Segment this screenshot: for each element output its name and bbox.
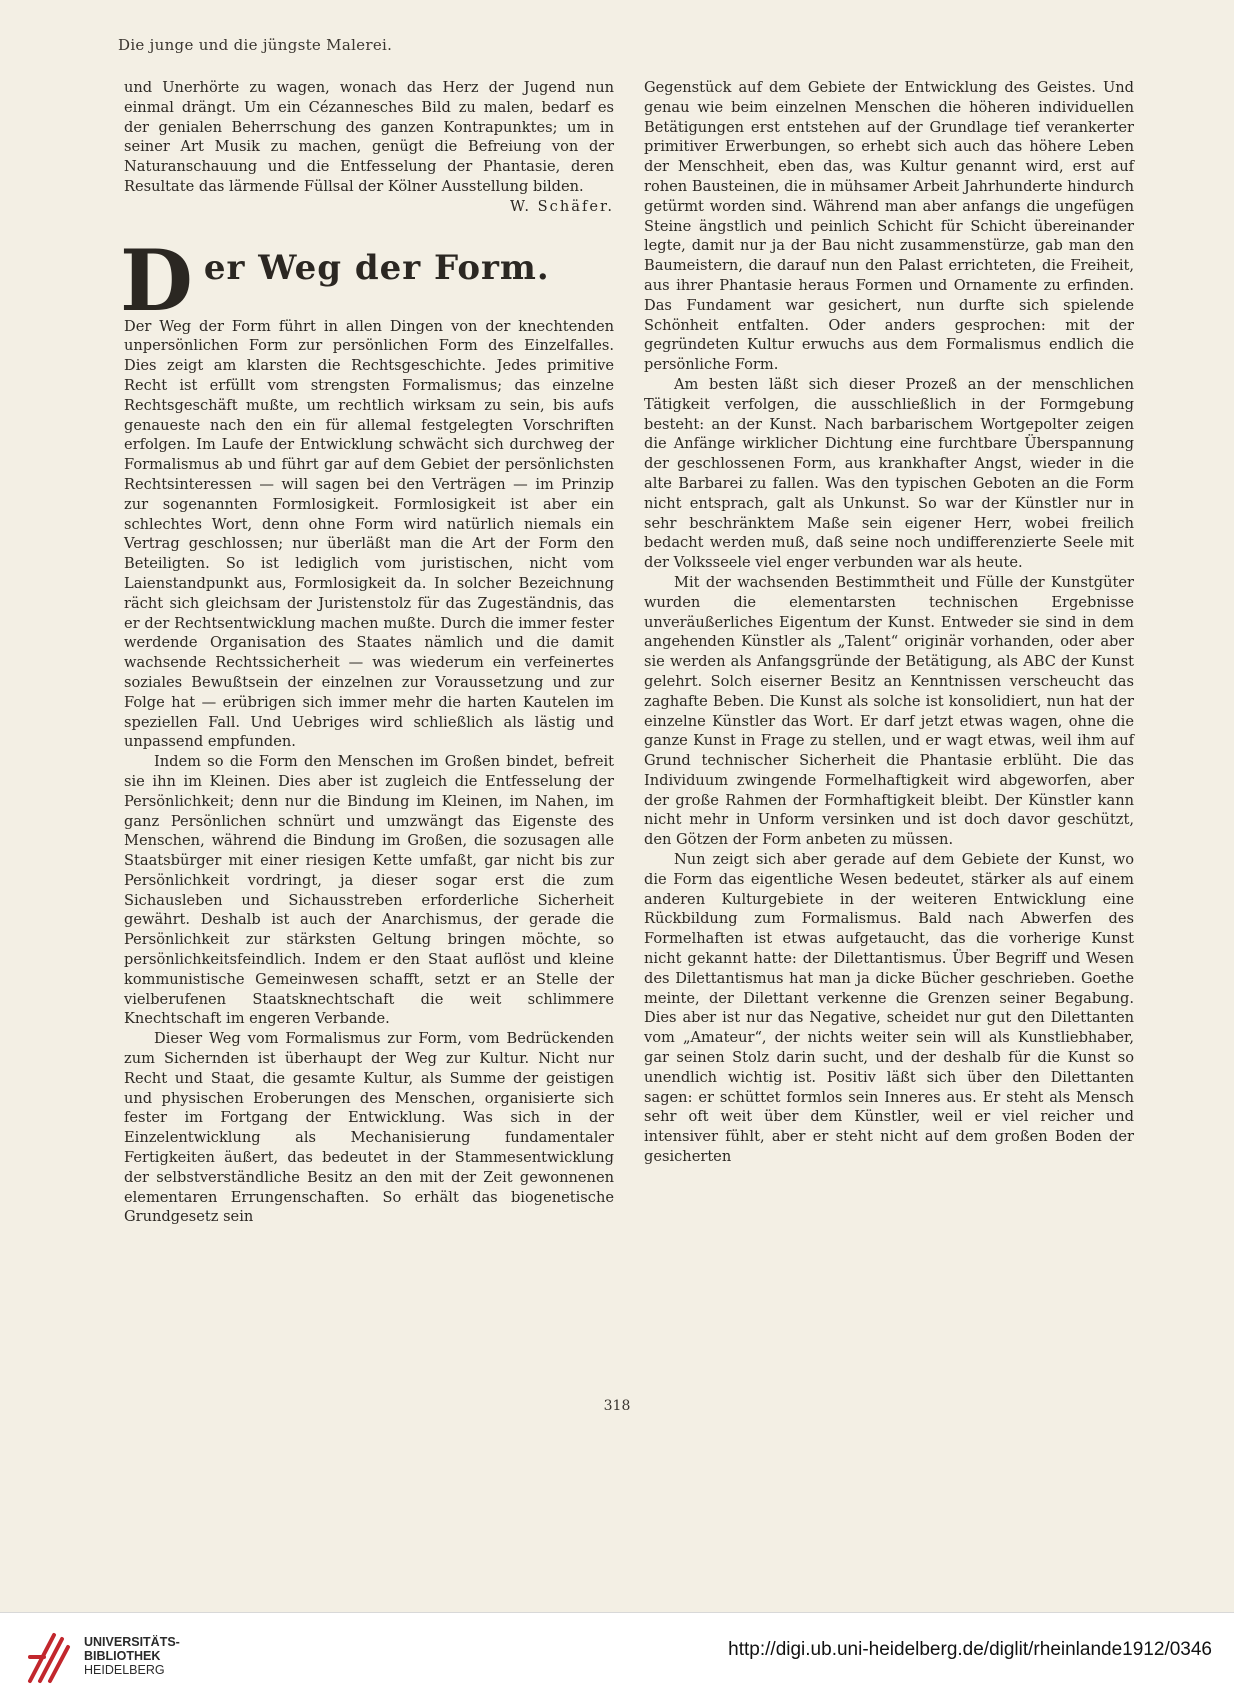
right-column (644, 78, 1134, 1167)
left-column (120, 78, 614, 1227)
article-paragraph: Der Weg der Form führt in allen Dingen von der knechtenden unpersönlichen Form zur persönlichen Form des Einzelfalles. Dies zeigt am klarsten die Rechtsgeschichte. Jedes primitive Recht ist erfüllt vom strengsten Formalismus; das einzelne Rechtsgeschäft mußte, um rechtlich wirksam zu sein, bis aufs genaueste nach den ein für allemal festgelegten Vorschriften erfolgen. Im Laufe der Entwicklung schwächt sich durchweg der Formalismus ab und führt gar auf dem Gebiet der persönlichsten Rechtsinteressen — will sagen bei den Verträgen — im Prinzip zur sogenannten Formlosigkeit. Formlosigkeit ist aber ein schlechtes Wort, denn ohne Form wird natürlich niemals ein Vertrag geschlossen; nur überläßt man die Art der Form den Beteiligten. So ist lediglich vom juristischen, nicht vom Laienstandpunkt aus, Formlosigkeit da. In solcher Bezeichnung rächt sich gleichsam der Juristenstolz für das Zugeständnis, das er der Rechtsentwicklung machen mußte. Durch die immer fester werdende Organisation des Staates nämlich und die damit wachsende Rechtssicherheit — was wiederum ein verfeinertes soziales Bewußtsein der einzelnen zur Voraussetzung und zur Folge hat — erübrigen sich immer mehr die harten Kautelen im speziellen Fall. Und Uebriges wird schließlich als lästig und unpassend empfunden. (124, 317, 614, 751)
library-logo-icon (24, 1627, 72, 1687)
article-paragraph: Dieser Weg vom Formalismus zur Form, vom Bedrückenden zum Sichernden ist überhaupt der Weg zur Kultur. Nicht nur Recht und Staat, die gesamte Kultur, als Summe der geistigen und physischen Eroberungen des Menschen, organisierte sich fester im Fortgang der Entwicklung. Was sich in der Einzelentwicklung als Mechanisierung fundamentaler Fertigkeiten äußert, das bedeutet in der Stammesentwicklung der selbstverständliche Besitz an den mit der Zeit gewonnenen elementaren Errungenschaften. So erhält das biogenetische Grundgesetz sein (124, 1030, 614, 1226)
drop-cap: D (120, 230, 194, 330)
article-paragraph: Gegenstück auf dem Gebiete der Entwicklung des Geistes. Und genau wie beim einzelnen Menschen die höheren individuellen Betätigungen erst entstehen auf der Grundlage tief verankerter primitiver Erwerbungen, so erhebt sich auch das höhere Leben der Menschheit, eben das, was Kultur genannt wird, erst auf rohen Bausteinen, die in mühsamer Arbeit Jahrhunderte hindurch getürmt worden sind. Während man aber anfangs die ungefügen Steine ängstlich und peinlich Schicht für Schicht übereinander legte, damit nur ja der Bau nicht zusammenstürze, gab man den Baumeistern, die darauf nun den Palast errichteten, die Freiheit, aus ihrer Phantasie heraus Formen und Ornamente zu erfinden. Das Fundament war gesichert, nun durfte sich spielende Schönheit entfalten. Oder anders gesprochen: mit der gegründeten Kultur erwuchs aus dem Formalismus endlich die persönliche Form. (644, 79, 1134, 374)
article-paragraph: Indem so die Form den Menschen im Großen bindet, befreit sie ihn im Kleinen. Dies aber ist zugleich die Entfesselung der Persönlichkeit; denn nur die Bindung im Kleinen, im Nahen, im ganz Persönlichen schnürt und umzwängt das Eigenste des Menschen, während die Bindung im Großen, die sozusagen alle Staatsbürger mit einer riesigen Kette umfaßt, gar nicht bis zur Persönlichkeit vordringt, ja dieser sogar erst die zum Sichausleben und Sichausstreben erforderliche Sicherheit gewährt. Deshalb ist auch der Anarchismus, der gerade die Persönlichkeit zur stärksten Geltung bringen möchte, so persönlichkeitsfeindlich. Indem er den Staat auflöst und kleine kommunistische Gemeinwesen schafft, setzt er an Stelle der vielberufenen Staatsknechtschaft die weit schlimmere Knechtschaft im engeren Verbande. (124, 753, 614, 1028)
digitization-footer (0, 1612, 1234, 1703)
article-paragraph: Nun zeigt sich aber gerade auf dem Gebiete der Kunst, wo die Form das eigentliche Wesen bedeutet, stärker als auf einem anderen Kulturgebiete in der weiteren Entwicklung eine Rückbildung zum Formalismus. Bald nach Abwerfen des Formelhaften ist etwas aufgetaucht, das die vorherige Kunst nicht gekannt hatte: der Dilettantismus. Über Begriff und Wesen des Dilettantismus hat man ja dicke Bücher geschrieben. Goethe meinte, der Dilettant verkenne die Grenzen seiner Begabung. Dies aber ist nur das Negative, scheidet nur gut den Dilettanten vom „Amateur“, der nichts weiter sein will als Kunstliebhaber, gar seinen Stolz darin sucht, und der deshalb für die Kunst so unendlich wichtig ist. Positiv läßt sich über den Dilettanten sagen: er schüttet formlos sein Inneres aus. Er steht als Mensch sehr oft weit über dem Künstler, weil er viel reicher und intensiver fühlt, aber er steht nicht auf dem großen Boden der gesicherten (644, 851, 1134, 1166)
previous-article-paragraph: und Unerhörte zu wagen, wonach das Herz der Jugend nun einmal drängt. Um ein Cézannesches Bild zu malen, bedarf es der genialen Beherrschung des ganzen Kontrapunktes; um in seiner Art Musik zu machen, genügt die Befreiung von der Naturanschauung und die Entfesselung der Phantasie, deren Resultate das lärmende Füllsal der Kölner Ausstellung bilden. (124, 79, 614, 195)
library-name: UNIVERSITÄTS- BIBLIOTHEK HEIDELBERG (84, 1635, 180, 1677)
article-title-text: er Weg der Form. (203, 247, 550, 288)
running-header: Die junge und die jüngste Malerei. (118, 36, 393, 54)
source-url-link[interactable]: http://digi.ub.uni-heidelberg.de/diglit/rheinlande1912/0346 (728, 1639, 1212, 1660)
author-signature: W. Schäfer. (509, 197, 614, 215)
page-number: 318 (603, 1398, 631, 1414)
article-title (120, 230, 614, 330)
article-paragraph: Am besten läßt sich dieser Prozeß an der menschlichen Tätigkeit verfolgen, die ausschließlich in der Formgebung besteht: an der Kunst. Nach barbarischem Wortgepolter zeigen die Anfänge wirklicher Dichtung eine furchtbare Überspannung der geschlossenen Form, aus krankhafter Angst, wieder in die alte Barbarei zu fallen. Was den typischen Geboten an die Form nicht entsprach, galt als Unkunst. So war der Künstler nur in sehr beschränktem Maße sein eigener Herr, wobei freilich bedacht werden muß, daß seine noch undifferenzierte Seele mit der Volksseele viel enger verbunden war als heute. (644, 375, 1134, 572)
article-paragraph: Mit der wachsenden Bestimmtheit und Fülle der Kunstgüter wurden die elementarsten technischen Ergebnisse unveräußerliches Eigentum der Kunst. Entweder sie sind in dem angehenden Künstler als „Talent“ originär vorhanden, oder aber sie werden als Anfangsgründe der Betätigung, als ABC der Kunst gelehrt. Solch eiserner Besitz an Kenntnissen verscheucht das zaghafte Beben. Die Kunst als solche ist konsolidiert, nun hat der einzelne Künstler das Wort. Er darf jetzt etwas wagen, ohne die ganze Kunst in Frage zu stellen, und er wagt etwas, weil ihm auf Grund technischer Sicherheit die Phantasie erblüht. Die das Individuum zwingende Formelhaftigkeit wird abgeworfen, aber der große Rahmen der Formhaftigkeit bleibt. Der Künstler kann nicht mehr in Unform versinken und ist doch davor geschützt, den Götzen der Form anbeten zu müssen. (644, 573, 1134, 849)
